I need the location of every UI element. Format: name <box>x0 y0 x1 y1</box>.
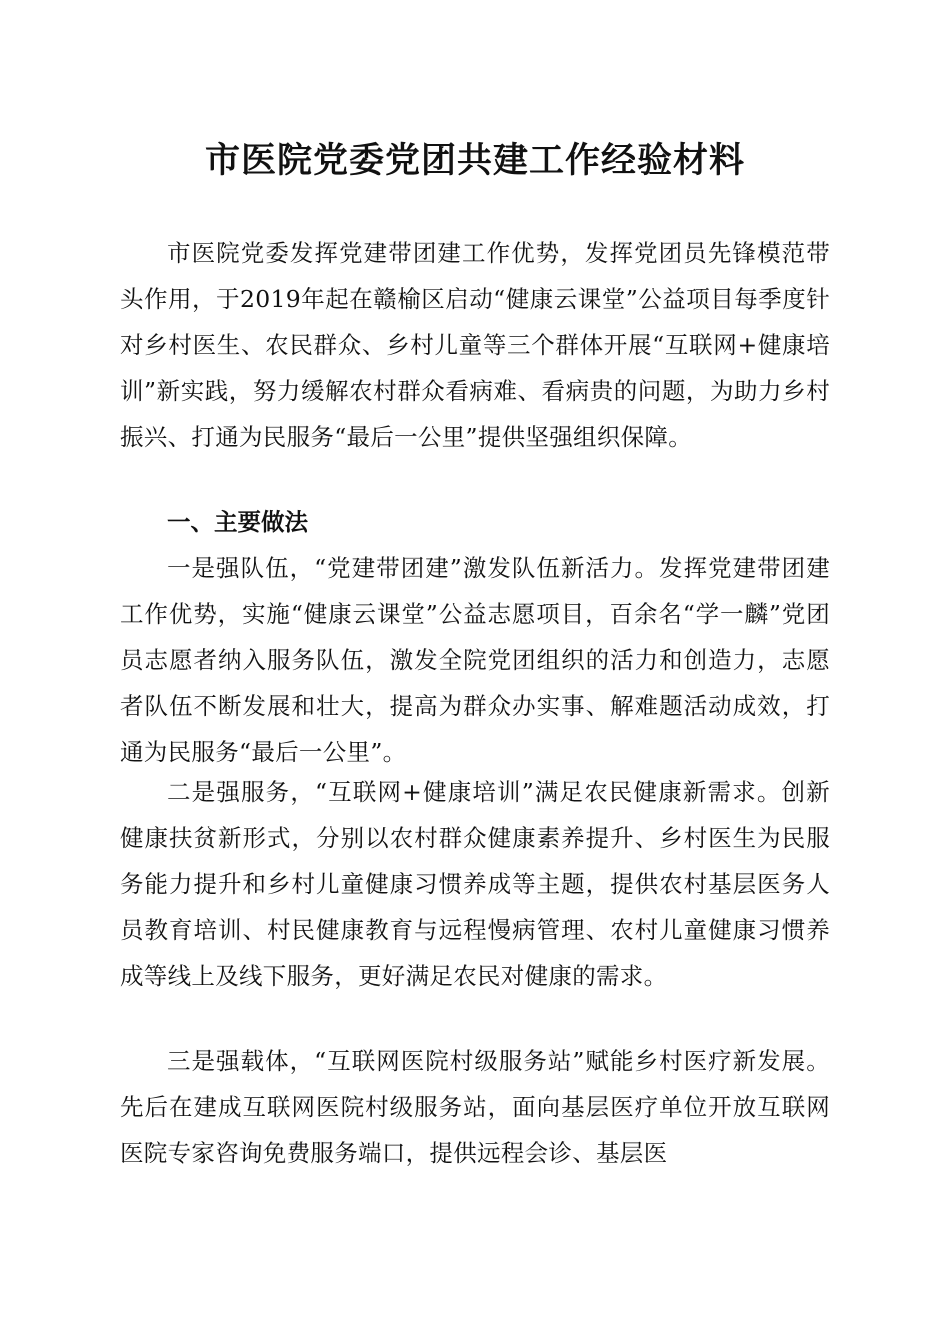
paragraph-team-building: 一是强队伍，“党建带团建”激发队伍新活力。发挥党建带团建工作优势，实施“健康云课堂”公益志愿项目，百余名“学一麟”党团员志愿者纳入服务队伍，激发全院党团组织的活力和创造力，志愿者队伍不断发展和壮大，提高为群众办实事、解难题活动成效，打通为民服务“最后一公里”。 <box>120 554 830 766</box>
paragraph-carrier: 三是强载体，“互联网医院村级服务站”赋能乡村医疗新发展。先后在建成互联网医院村级服务站，面向基层医疗单位开放互联网医院专家咨询免费服务端口，提供远程会诊、基层医 <box>120 1047 830 1167</box>
section-heading-main-practices: 一、主要做法 <box>167 508 308 536</box>
document-title: 市医院党委党团共建工作经验材料 <box>204 140 745 181</box>
paragraph-service: 二是强服务，“互联网+健康培训”满足农民健康新需求。创新健康扶贫新形式，分别以农村群众健康素养提升、乡村医生为民服务能力提升和乡村儿童健康习惯养成等主题，提供农村基层医务人员教育培训、村民健康教育与远程慢病管理、农村儿童健康习惯养成等线上及线下服务，更好满足农民对健康的需求。 <box>120 778 830 990</box>
intro-paragraph: 市医院党委发挥党建带团建工作优势，发挥党团员先锋模范带头作用，于2019年起在赣榆区启动“健康云课堂”公益项目每季度针对乡村医生、农民群众、乡村儿童等三个群体开展“互联网+健康培训”新实践，努力缓解农村群众看病难、看病贵的问题，为助力乡村振兴、打通为民服务“最后一公里”提供坚强组织保障。 <box>120 239 830 451</box>
